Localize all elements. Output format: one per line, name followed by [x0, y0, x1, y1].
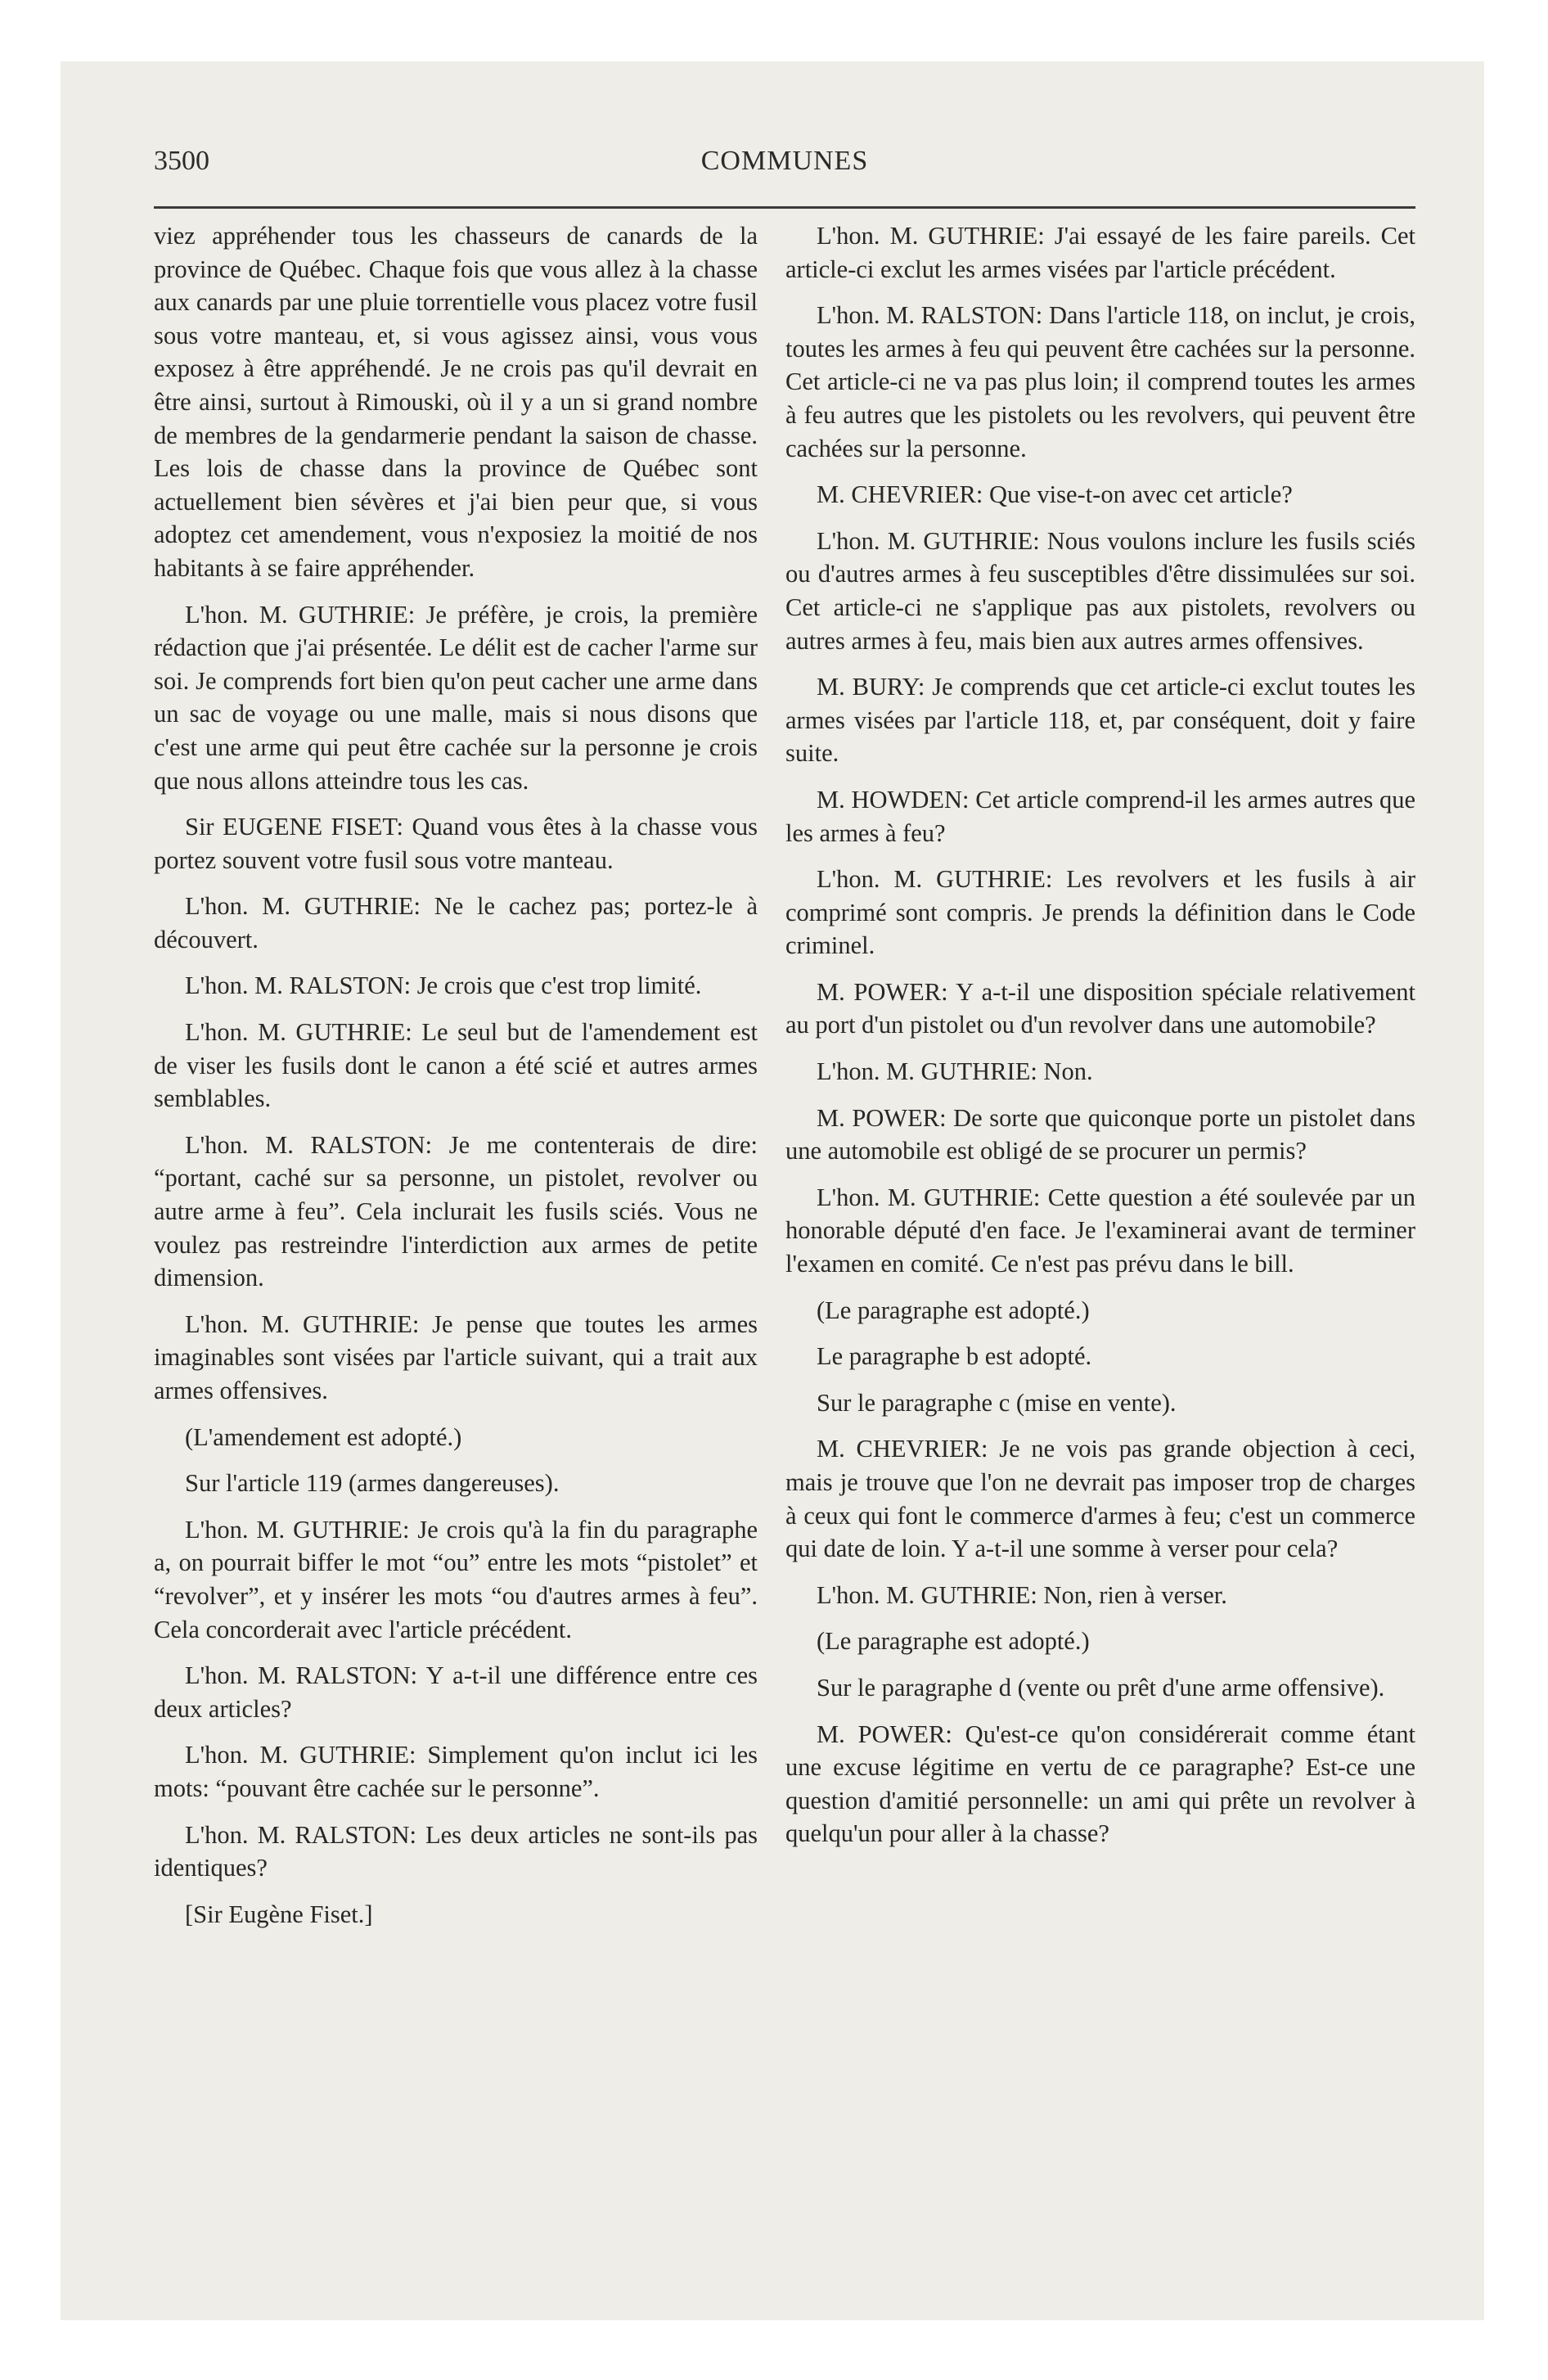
paragraph: L'hon. M. GUTHRIE: Cette question a été soulevée par un honorable député d'en face. Je l'examinerai avant de terminer l'examen en comité. Ce n'est pas prévu dans le bill. — [785, 1183, 1415, 1278]
right-column — [785, 219, 1415, 1864]
paragraph: Sir EUGENE FISET: Quand vous êtes à la chasse vous portez souvent votre fusil sous votre manteau. — [154, 813, 758, 874]
paragraph: M. BURY: Je comprends que cet article-ci exclut toutes les armes visées par l'article 118, et, par conséquent, doit y faire suite. — [785, 673, 1415, 768]
paragraph: (Le paragraphe est adopté.) — [817, 1296, 1090, 1324]
paragraph: L'hon. M. GUTHRIE: Je crois qu'à la fin du paragraphe a, on pourrait biffer le mot “ou” entre les mots “pistolet” et “revolver”, et y insérer les mots “ou d'autres armes à feu”. Cela concorderait avec l'article précédent. — [154, 1515, 758, 1643]
paragraph: L'hon. M. GUTHRIE: Je pense que toutes les armes imaginables sont visées par l'article suivant, qui a trait aux armes offensives. — [154, 1309, 758, 1404]
footer-attribution: [Sir Eugène Fiset.] — [185, 1900, 373, 1928]
paragraph: L'hon. M. GUTHRIE: Non. — [817, 1057, 1093, 1086]
paragraph: M. POWER: De sorte que quiconque porte un pistolet dans une automobile est obligé de se procurer un permis? — [785, 1103, 1415, 1165]
paragraph: M. POWER: Y a-t-il une disposition spéciale relativement au port d'un pistolet ou d'un revolver dans une automobile? — [785, 977, 1415, 1039]
paragraph: L'hon. M. RALSTON: Dans l'article 118, on inclut, je crois, toutes les armes à feu qui peuvent être cachées sur la personne. Cet article-ci ne va pas plus loin; il comprend toutes les armes à feu autres que les pistolets ou les revolvers, qui peuvent être cachées sur la personne. — [785, 301, 1415, 462]
paragraph: M. HOWDEN: Cet article comprend-il les armes autres que les armes à feu? — [785, 785, 1415, 847]
header-rule — [154, 206, 1415, 209]
paragraph: L'hon. M. GUTHRIE: Je préfère, je crois, la première rédaction que j'ai présentée. Le délit est de cacher l'arme sur soi. Je comprends fort bien qu'on peut cacher une arme dans un sac de voyage ou une malle, mais si nous disons que c'est une arme qui peut être cachée sur la personne je crois que nous allons atteindre tous les cas. — [154, 600, 758, 795]
paragraph: Sur l'article 119 (armes dangereuses). — [185, 1469, 560, 1498]
left-column — [154, 219, 758, 1944]
paragraph: L'hon. M. RALSTON: Je crois que c'est trop limité. — [185, 971, 702, 1000]
paragraph: L'hon. M. GUTHRIE: J'ai essayé de les faire pareils. Cet article-ci exclut les armes visées par l'article précédent. — [785, 222, 1415, 283]
paragraph: L'hon. M. RALSTON: Je me contenterais de dire: “portant, caché sur sa personne, un pistolet, revolver ou autre arme à feu”. Cela inclurait les fusils sciés. Vous ne voulez pas restreindre l'interdiction aux armes de petite dimension. — [154, 1130, 758, 1292]
paragraph: M. CHEVRIER: Je ne vois pas grande objection à ceci, mais je trouve que l'on ne devrait pas imposer trop de charges à ceux qui font le commerce d'armes à feu; c'est un commerce qui date de loin. Y a-t-il une somme à verser pour cela? — [785, 1435, 1415, 1563]
paragraph: L'hon. M. GUTHRIE: Ne le cachez pas; portez-le à découvert. — [154, 892, 758, 953]
paragraph: (Le paragraphe est adopté.) — [817, 1627, 1090, 1656]
paragraph: M. POWER: Qu'est-ce qu'on considérerait comme étant une excuse légitime en vertu de ce paragraphe? Est-ce une question d'amitié personnelle: un ami qui prête un revolver à quelqu'un pour aller à la chasse? — [785, 1720, 1415, 1848]
paragraph: Sur le paragraphe d (vente ou prêt d'une arme offensive). — [817, 1673, 1385, 1702]
paragraph: Sur le paragraphe c (mise en vente). — [817, 1388, 1177, 1417]
paragraph: L'hon. M. GUTHRIE: Nous voulons inclure les fusils sciés ou d'autres armes à feu susceptibles d'être dissimulées sur soi. Cet article-ci ne s'applique pas aux pistolets, revolvers ou autres armes à feu, mais bien aux autres armes offensives. — [785, 526, 1415, 655]
paragraph: viez appréhender tous les chasseurs de canards de la province de Québec. Chaque fois que vous allez à la chasse aux canards par une pluie torrentielle vous placez votre fusil sous votre manteau, et, si vous agissez ainsi, vous vous exposez à être appréhendé. Je ne crois pas qu'il devrait en être ainsi, surtout à Rimouski, où il y a un si grand nombre de membres de la gendarmerie pendant la saison de chasse. Les lois de chasse dans la province de Québec sont actuellement bien sévères et j'ai bien peur que, si vous adoptez cet amendement, vous n'exposiez la moitié de nos habitants à se faire appréhender. — [154, 222, 758, 582]
page-number: 3500 — [154, 146, 209, 176]
paragraph: L'hon. M. GUTHRIE: Simplement qu'on inclut ici les mots: “pouvant être cachée sur le personne”. — [154, 1741, 758, 1802]
paragraph: L'hon. M. GUTHRIE: Le seul but de l'amendement est de viser les fusils dont le canon a été scié et autres armes semblables. — [154, 1018, 758, 1113]
paragraph: L'hon. M. GUTHRIE: Non, rien à verser. — [817, 1580, 1227, 1609]
paragraph: (L'amendement est adopté.) — [185, 1422, 462, 1451]
page-title: COMMUNES — [700, 146, 869, 176]
paragraph: L'hon. M. RALSTON: Y a-t-il une différence entre ces deux articles? — [154, 1661, 758, 1723]
paragraph: M. CHEVRIER: Que vise-t-on avec cet article? — [817, 480, 1293, 509]
page-header — [154, 146, 1415, 182]
paragraph: Le paragraphe b est adopté. — [817, 1342, 1092, 1371]
paragraph: L'hon. M. RALSTON: Les deux articles ne sont-ils pas identiques? — [154, 1820, 758, 1882]
paragraph: L'hon. M. GUTHRIE: Les revolvers et les fusils à air comprimé sont compris. Je prends la définition dans le Code criminel. — [785, 865, 1415, 960]
